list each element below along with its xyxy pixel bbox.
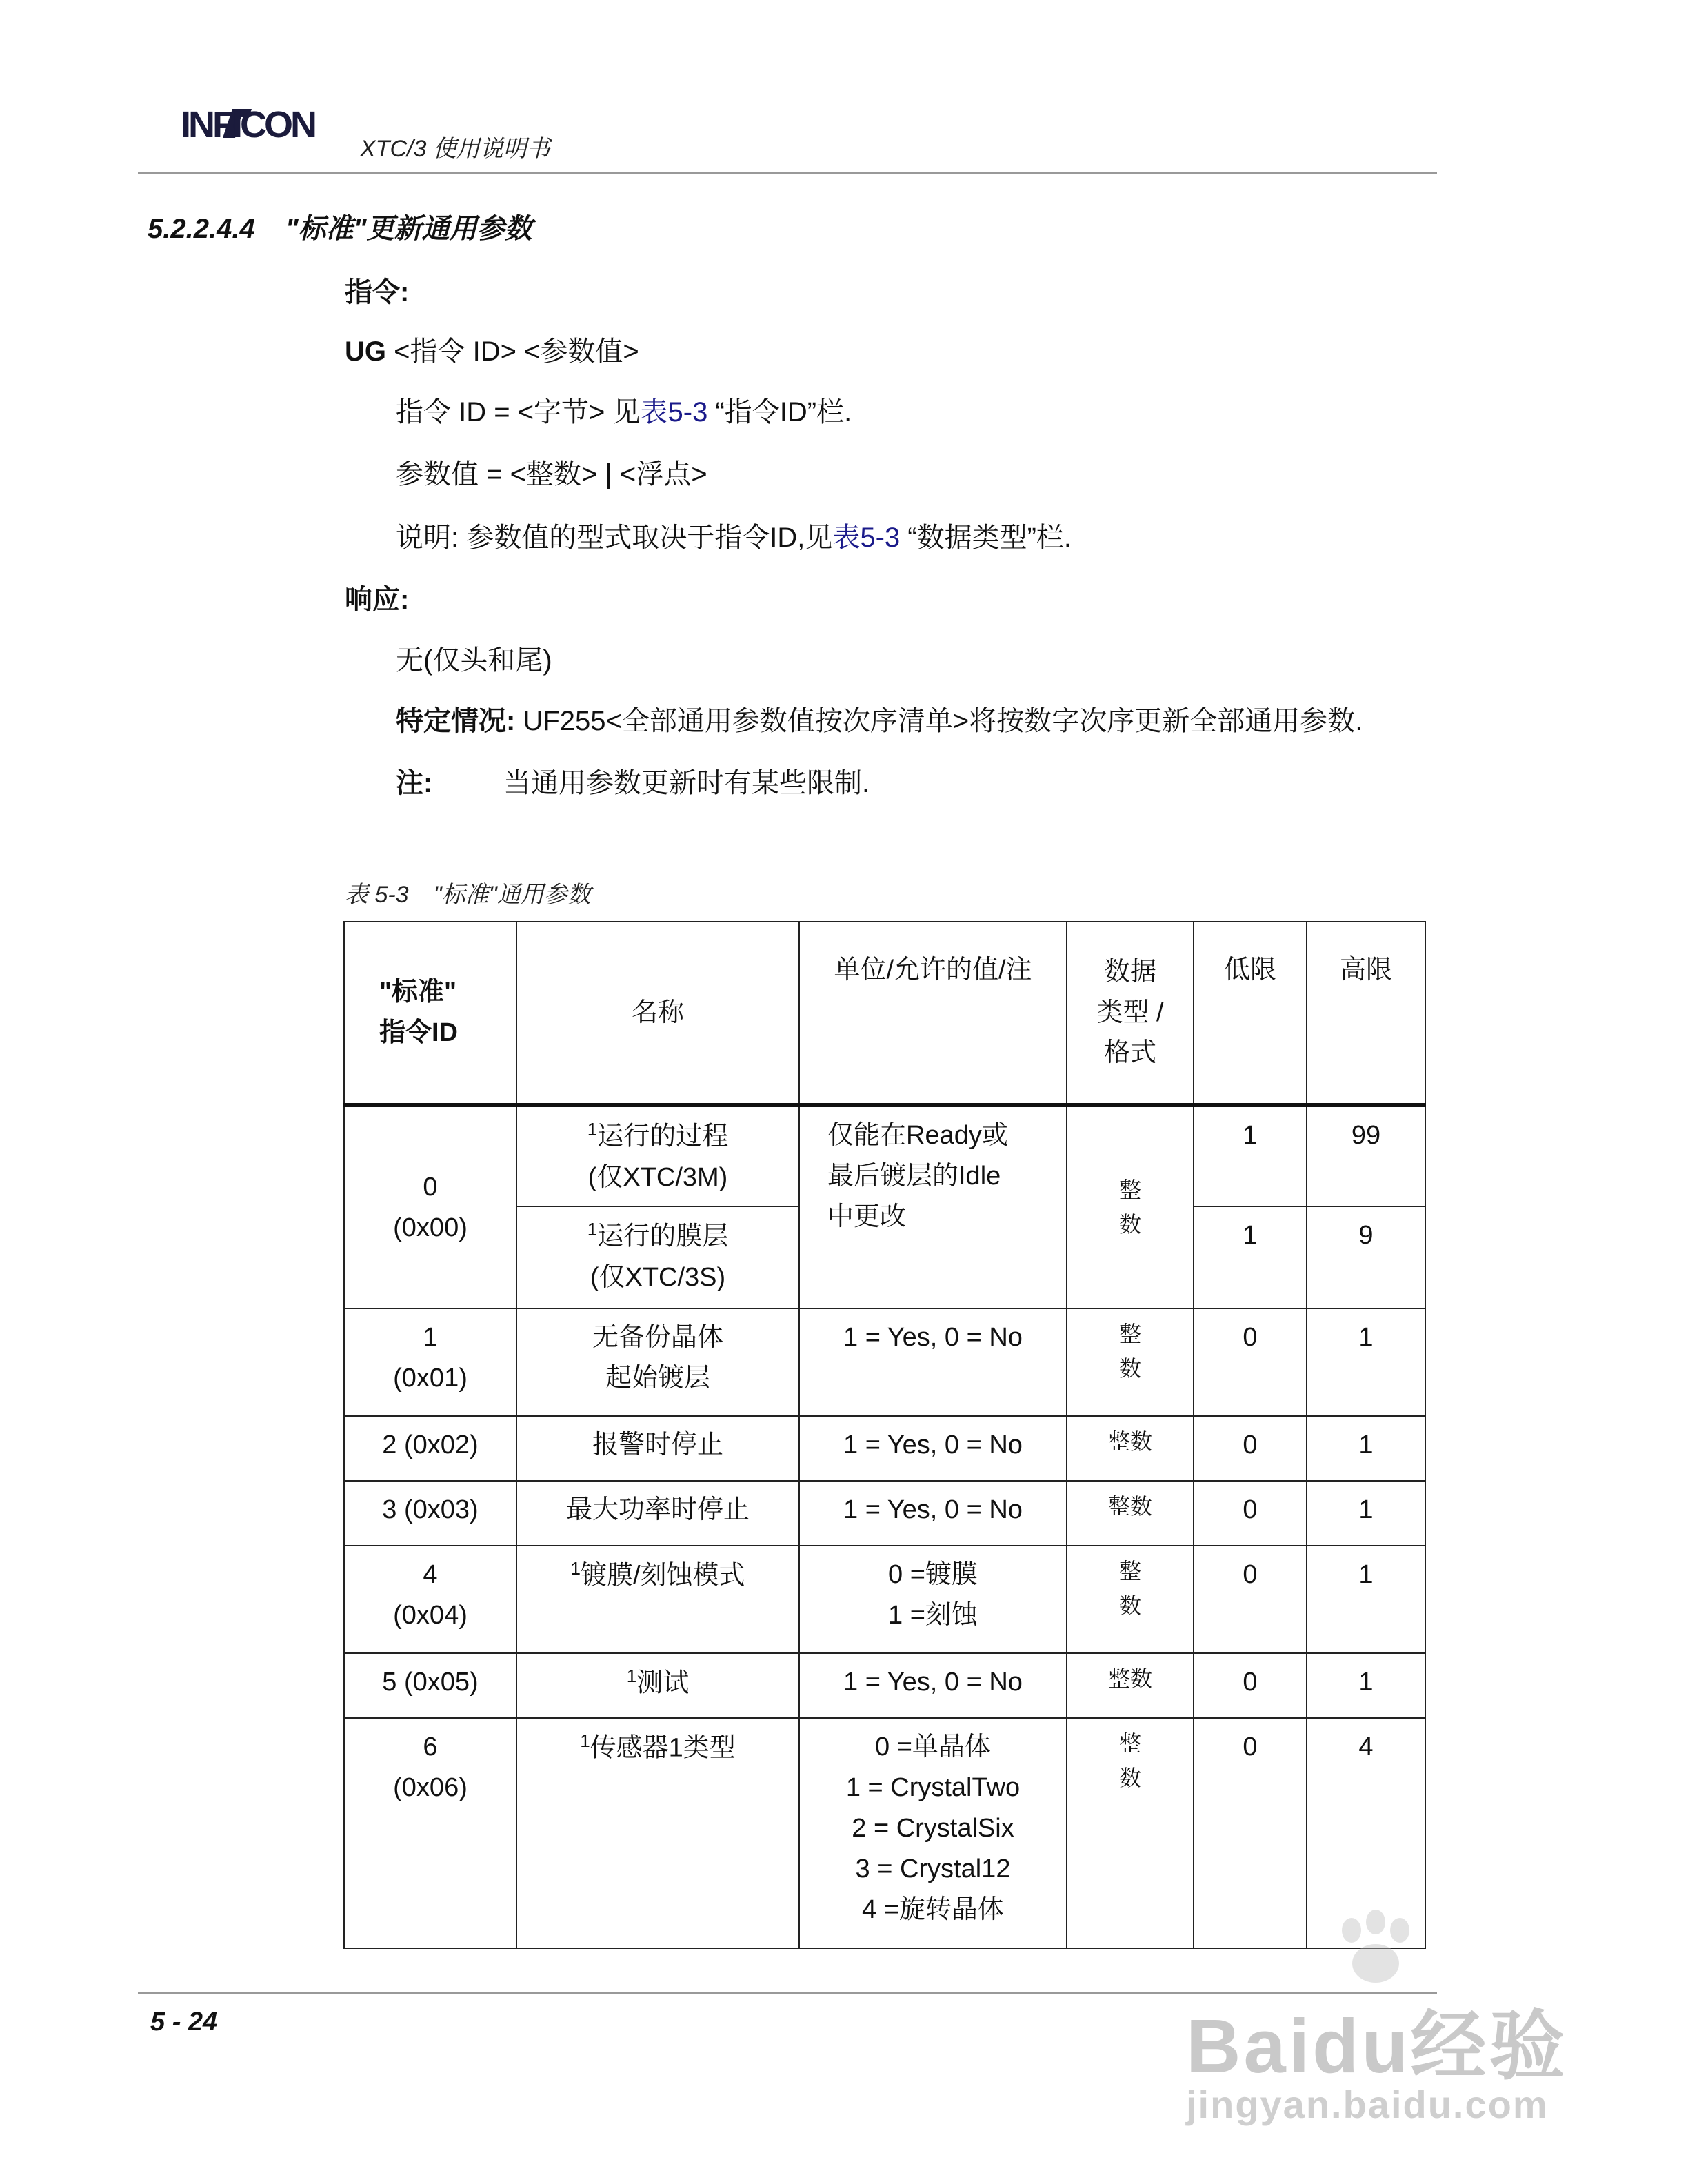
- cell-id-line1: 6: [423, 1732, 438, 1762]
- header-command-id: [344, 922, 516, 1105]
- table-row: [344, 1718, 1425, 1948]
- cell-id-line2: (0x01): [393, 1364, 468, 1393]
- cell-unit: [799, 1105, 1067, 1308]
- footnote-mark: 1: [587, 1119, 598, 1140]
- table-5-3-link-2[interactable]: 表5-3: [832, 523, 901, 553]
- section-number: 5.2.2.4.4: [148, 214, 255, 244]
- table-row: [344, 1416, 1425, 1481]
- table-row: [344, 1481, 1425, 1546]
- cell-unit: 1 = Yes, 0 = No: [799, 1653, 1067, 1718]
- cell-name: [516, 1206, 799, 1308]
- cell-low: 0: [1194, 1308, 1307, 1416]
- header-id-line2: 指令ID: [379, 1018, 459, 1047]
- cell-unit-line3: 2 = CrystalSix: [852, 1814, 1014, 1843]
- cell-low: 1: [1194, 1206, 1307, 1308]
- cell-unit-line2: 1 = CrystalTwo: [845, 1773, 1021, 1803]
- cell-type-line2: 数: [1118, 1766, 1141, 1791]
- header-id-line1: "标准": [379, 978, 457, 1007]
- cell-low: 0: [1194, 1718, 1307, 1948]
- cell-unit-line3: 中更改: [827, 1202, 907, 1231]
- cell-unit-line5: 4 =旋转晶体: [862, 1895, 1004, 1924]
- cell-unit: 1 = Yes, 0 = No: [799, 1308, 1067, 1416]
- cell-unit-line1: 仅能在Ready或: [827, 1121, 1008, 1150]
- cell-name: [516, 1308, 799, 1416]
- cell-name: [516, 1718, 799, 1948]
- cell-low: 0: [1194, 1416, 1307, 1481]
- command-id-suffix: “指令ID”栏.: [707, 397, 852, 427]
- table-5-3-link[interactable]: 表5-3: [640, 397, 708, 427]
- header-low-limit: 低限: [1194, 922, 1307, 1105]
- cell-name: [516, 1105, 799, 1206]
- cell-name: [516, 1653, 799, 1718]
- cell-id: [344, 1105, 516, 1308]
- cell-type: [1067, 1546, 1194, 1653]
- cell-type-line1: 整: [1118, 1559, 1141, 1584]
- cell-type-line1: 整: [1118, 1322, 1141, 1347]
- cell-name-line1: 无备份晶体: [592, 1323, 723, 1353]
- special-case-text: UF255<全部通用参数值按次序清单>将按数字次序更新全部通用参数.: [515, 706, 1363, 736]
- cell-unit-line1: 0 =单晶体: [875, 1732, 991, 1762]
- header-data-type: [1067, 922, 1194, 1105]
- cell-id-line2: (0x06): [393, 1773, 468, 1803]
- command-syntax: [345, 330, 639, 369]
- note-label: 注:: [396, 768, 433, 798]
- cell-high: 1: [1307, 1416, 1425, 1481]
- header-type-line3: 格式: [1103, 1038, 1156, 1068]
- cell-type-line2: 数: [1118, 1593, 1141, 1619]
- cell-type-line1: 整: [1118, 1731, 1141, 1757]
- cell-high: 9: [1307, 1206, 1425, 1308]
- cell-type: 整数: [1067, 1653, 1194, 1718]
- cell-unit-line1: 0 =镀膜: [888, 1560, 978, 1590]
- cell-type: 整数: [1067, 1481, 1194, 1546]
- cell-name-text: 测试: [636, 1669, 690, 1699]
- command-note-text: 说明: 参数值的型式取决于指令ID,见: [396, 523, 833, 553]
- command-syntax-keyword: UG: [345, 336, 386, 367]
- table-caption: [345, 876, 591, 909]
- cell-name-text: 镀膜/刻蚀模式: [580, 1561, 745, 1591]
- command-id-definition: [396, 390, 852, 429]
- cell-name-line1: 运行的过程: [597, 1122, 729, 1151]
- special-case: [396, 699, 1363, 738]
- footnote-mark: 1: [626, 1666, 637, 1687]
- cell-type: [1067, 1718, 1194, 1948]
- cell-high: 1: [1307, 1308, 1425, 1416]
- cell-id: 3 (0x03): [344, 1481, 516, 1546]
- cell-id-line2: (0x04): [393, 1601, 468, 1630]
- cell-id: [344, 1546, 516, 1653]
- watermark-text: Baidu经验: [1186, 2004, 1568, 2089]
- section-title: [148, 207, 532, 246]
- cell-id-line1: 0: [423, 1172, 438, 1202]
- cell-high: 1: [1307, 1481, 1425, 1546]
- cell-low: 0: [1194, 1653, 1307, 1718]
- cell-id-line1: 1: [423, 1323, 438, 1353]
- cell-high: 99: [1307, 1105, 1425, 1206]
- cell-unit: 1 = Yes, 0 = No: [799, 1481, 1067, 1546]
- cell-id: [344, 1308, 516, 1416]
- cell-unit: 1 = Yes, 0 = No: [799, 1416, 1067, 1481]
- cell-low: 0: [1194, 1546, 1307, 1653]
- header-divider: [138, 172, 1437, 174]
- cell-unit-line2: 1 =刻蚀: [888, 1601, 978, 1630]
- cell-name: 最大功率时停止: [516, 1481, 799, 1546]
- table-caption-label: 表 5-3: [345, 882, 409, 908]
- table-row: [344, 1653, 1425, 1718]
- table-row: [344, 1308, 1425, 1416]
- special-case-label: 特定情况:: [396, 706, 516, 736]
- cell-name-line2: (仅XTC/3M): [587, 1162, 728, 1192]
- header-name: 名称: [516, 922, 799, 1105]
- cell-name: 报警时停止: [516, 1416, 799, 1481]
- footnote-mark: 1: [570, 1558, 581, 1579]
- command-note: [396, 516, 1072, 555]
- command-syntax-args: <指令 ID> <参数值>: [386, 336, 639, 367]
- command-id-text: 指令 ID = <字节> 见: [396, 397, 641, 427]
- cell-low: 0: [1194, 1481, 1307, 1546]
- page-number: 5 - 24: [150, 2008, 218, 2036]
- cell-id-line2: (0x00): [393, 1213, 468, 1242]
- cell-id: 5 (0x05): [344, 1653, 516, 1718]
- cell-high: 1: [1307, 1546, 1425, 1653]
- command-note-suffix: “数据类型”栏.: [900, 523, 1072, 553]
- cell-unit-line4: 3 = Crystal12: [855, 1854, 1011, 1884]
- cell-unit-line2: 最后镀层的Idle: [827, 1161, 1001, 1191]
- header-high-limit: 高限: [1307, 922, 1425, 1105]
- cell-high: 4: [1307, 1718, 1425, 1948]
- cell-type: 整数: [1067, 1416, 1194, 1481]
- inficon-logo: INFICON: [181, 104, 314, 145]
- cell-type-line1: 整: [1118, 1177, 1141, 1203]
- cell-name-line2: (仅XTC/3S): [590, 1262, 726, 1292]
- table-row: [344, 1105, 1425, 1206]
- header-type-line1: 数据: [1103, 957, 1156, 987]
- footnote-mark: 1: [580, 1730, 590, 1752]
- parameters-table: [343, 921, 1426, 1949]
- header-type-line2: 类型 /: [1096, 998, 1164, 1027]
- cell-id: [344, 1718, 516, 1948]
- cell-type: [1067, 1105, 1194, 1308]
- response-label: 响应:: [345, 585, 410, 615]
- cell-unit: [799, 1718, 1067, 1948]
- footnote-mark: 1: [587, 1219, 598, 1240]
- cell-id-line1: 4: [423, 1560, 438, 1590]
- document-title: XTC/3 使用说明书: [360, 136, 550, 162]
- cell-name-line2: 起始镀层: [605, 1364, 710, 1393]
- cell-type-line2: 数: [1118, 1356, 1141, 1382]
- command-label: 指令:: [345, 277, 410, 307]
- header-unit: 单位/允许的值/注: [799, 922, 1067, 1105]
- value-definition: 参数值 = <整数> | <浮点>: [396, 459, 707, 489]
- watermark-url: jingyan.baidu.com: [1186, 2083, 1549, 2126]
- cell-name-text: 传感器1类型: [590, 1734, 736, 1763]
- cell-unit: [799, 1546, 1067, 1653]
- table-caption-title: "标准"通用参数: [433, 882, 591, 908]
- cell-low: 1: [1194, 1105, 1307, 1206]
- note-text: 当通用参数更新时有某些限制.: [503, 768, 870, 798]
- section-heading: "标准"更新通用参数: [285, 214, 532, 244]
- table-header-row: [344, 922, 1425, 1105]
- response-value: 无(仅头和尾): [396, 645, 552, 676]
- paw-icon: [1331, 1910, 1420, 1985]
- cell-type-line2: 数: [1118, 1211, 1141, 1237]
- cell-type: [1067, 1308, 1194, 1416]
- cell-id: 2 (0x02): [344, 1416, 516, 1481]
- cell-high: 1: [1307, 1653, 1425, 1718]
- cell-name: [516, 1546, 799, 1653]
- cell-name-line1: 运行的膜层: [597, 1222, 729, 1252]
- table-row: [344, 1546, 1425, 1653]
